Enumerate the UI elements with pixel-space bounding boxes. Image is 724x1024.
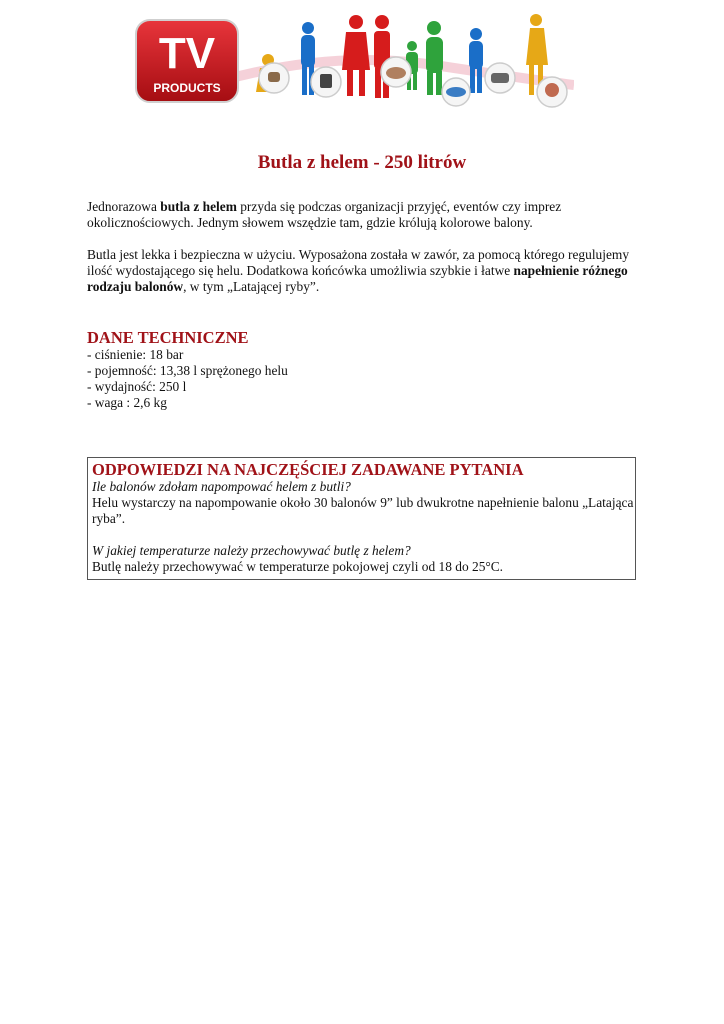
- faq-question-1: Ile balonów zdołam napompować helem z butli?: [92, 479, 351, 494]
- list-item: - wydajność: 250 l: [87, 379, 187, 394]
- list-item: - ciśnienie: 18 bar: [87, 347, 184, 362]
- tv-products-logo: [134, 18, 240, 104]
- faq-question-2: W jakiej temperaturze należy przechowywać butlę z helem?: [92, 543, 411, 558]
- page-title: Butla z helem - 250 litrów: [257, 152, 467, 173]
- list-item: - waga : 2,6 kg: [87, 395, 167, 410]
- intro-paragraph-2: Butla jest lekka i bezpieczna w użyciu. Wyposażona została w zawór, za pomocą którego regulujemy ilość wydostającego się helu. Dodatkowa końcówka umożliwia szybkie i łatwe napełnienie różnego rodzaju balonów, w tym „Latającej ryby”.: [87, 247, 630, 294]
- tech-section: [87, 328, 639, 411]
- header-banner: [134, 10, 574, 110]
- faq-heading: ODPOWIEDZI NA NAJCZĘŚCIEJ ZADAWANE PYTANIA: [92, 460, 524, 479]
- faq-answer-1: Helu wystarczy na napompowanie około 30 balonów 9” lub dwukrotne napełnienie balonu „Latająca ryba”.: [92, 495, 634, 526]
- svg-text:PRODUCTS: PRODUCTS: [153, 81, 221, 95]
- faq-answer-2: Butlę należy przechowywać w temperaturze pokojowej czyli od 18 do 25°C.: [92, 559, 504, 574]
- faq-box: [87, 457, 636, 580]
- tech-list: [87, 347, 639, 411]
- intro-paragraph-1: Jednorazowa butla z helem przyda się podczas organizacji przyjęć, eventów czy imprez okolicznościowych. Jednym słowem wszędzie tam, gdzie królują kolorowe balony.: [87, 199, 562, 230]
- list-item: - pojemność: 13,38 l sprężonego helu: [87, 363, 288, 378]
- intro-section: [87, 199, 639, 311]
- tech-heading: DANE TECHNICZNE: [87, 328, 249, 347]
- svg-text:TV: TV: [158, 29, 216, 78]
